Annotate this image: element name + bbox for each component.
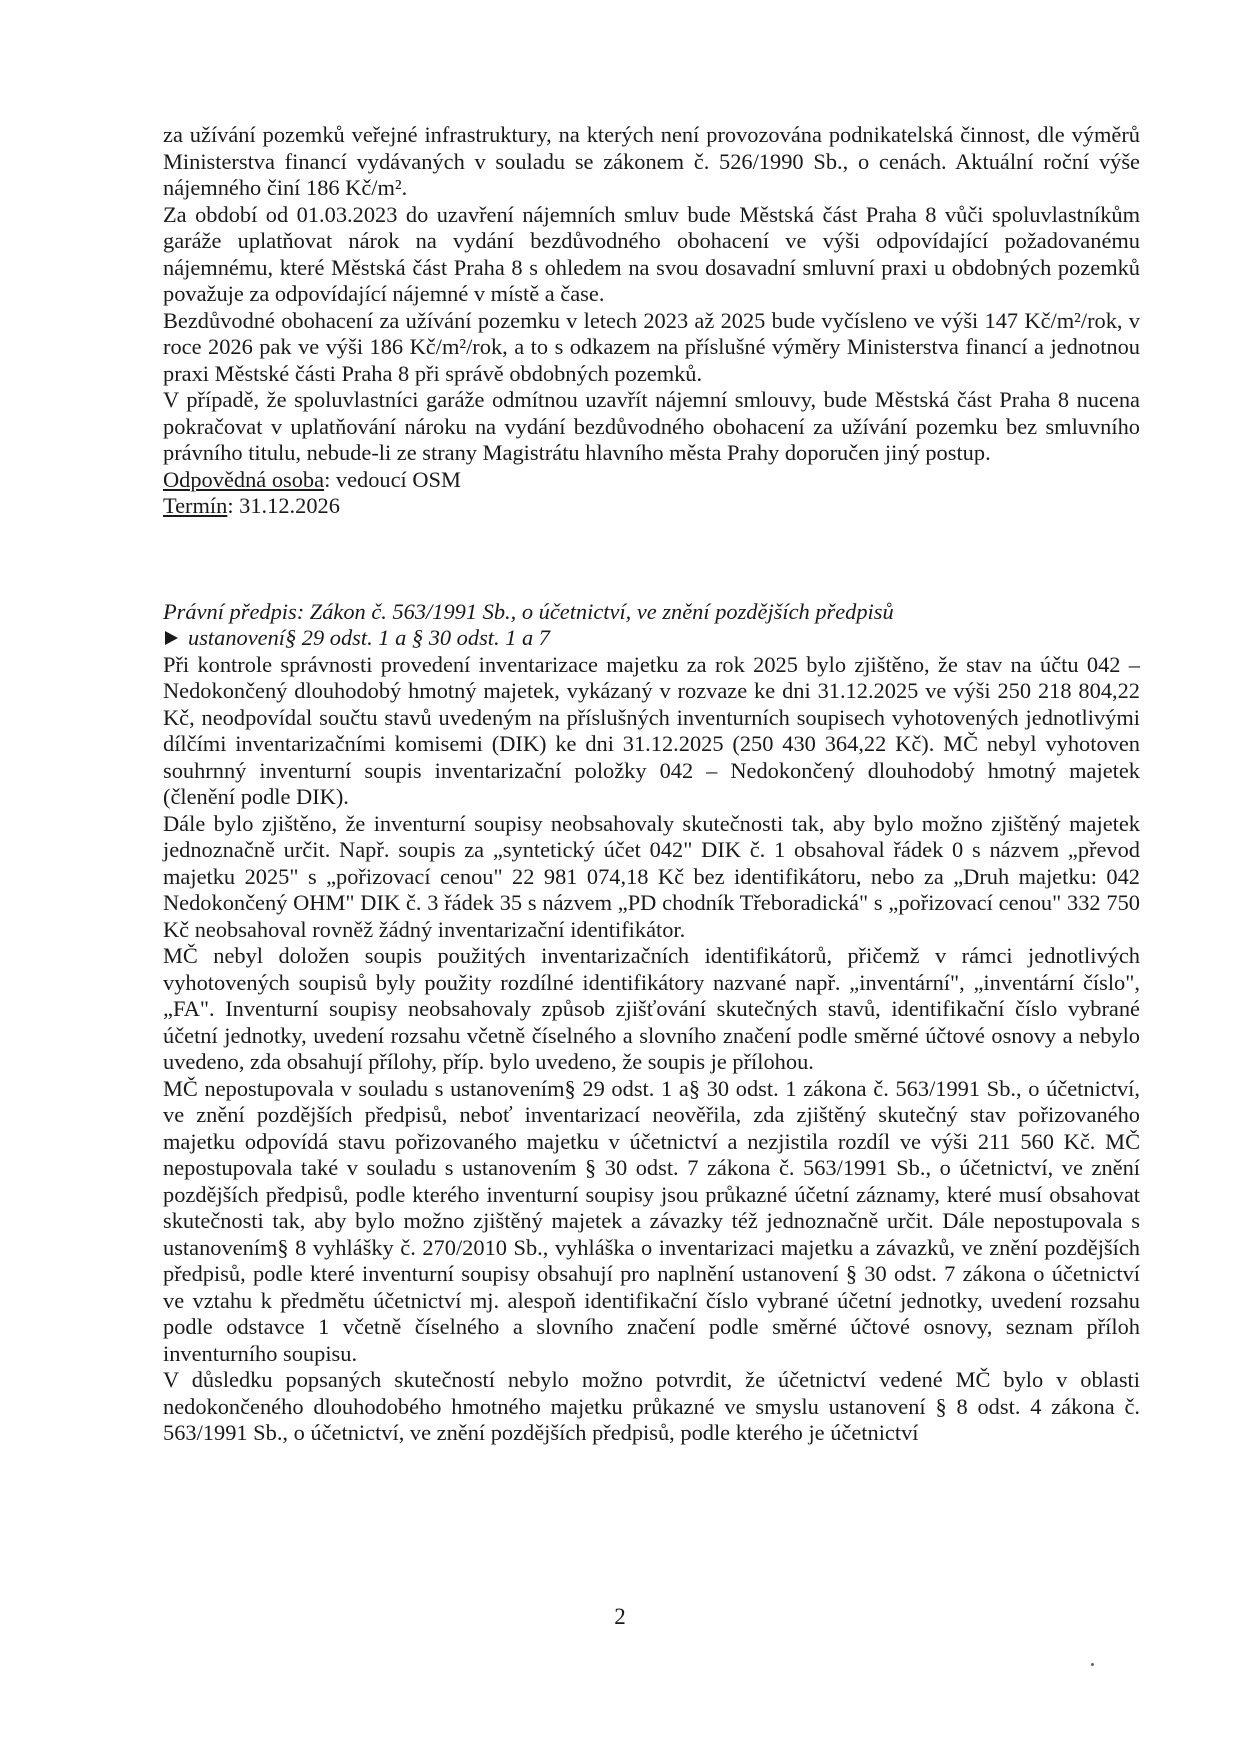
deadline [163, 493, 1140, 520]
page-number: 2 [614, 1604, 626, 1629]
legal-provisions [163, 625, 1140, 652]
paragraph-rent-basis: za užívání pozemků veřejné infrastruktury, na kterých není provozována podnikatelská činnost, dle výměrů Ministerstva financí vydávaných v souladu se zákonem č. 526/1990 Sb., o cenách. Aktuální roční výše nájemného činí 186 Kč/m². [163, 122, 1140, 200]
legal-basis-suffix: , o účetnictví, ve znění pozdějších předpisů [510, 598, 894, 624]
paragraph-inventory-identification: Dále bylo zjištěno, že inventurní soupisy neobsahovaly skutečnosti tak, aby bylo možno zjištěný majetek jednoznačně určit. Např. soupis za „syntetický účet 042" DIK č. 1 obsahoval řádek 0 s názvem „převod majetku 2025" s „pořizovací cenou" 22 981 074,18 Kč bez identifikátoru, nebo za „Druh majetku: 042 Nedokončený OHM" DIK č. 3 řádek 35 s názvem „PD chodník Třeboradická" s „pořizovací cenou" 332 750 Kč neobsahoval rovněž žádný inventarizační identifikátor. [163, 810, 1140, 942]
paragraph-unjust-enrichment-claim: Za období od 01.03.2023 do uzavření nájemních smluv bude Městská část Praha 8 vůči spoluvlastníkům garáže uplatňovat nárok na vydání bezdůvodného obohacení ve výši odpovídající požadovanému nájemnému, které Městská část Praha 8 s ohledem na svou dosavadní smluvní praxi u obdobných pozemků považuje za odpovídající nájemné v místě a čase. [163, 201, 1140, 306]
paragraph-conclusion: V důsledku popsaných skutečností nebylo možno potvrdit, že účetnictví vedené MČ bylo v oblasti nedokončeného dlouhodobého hmotného majetku průkazné ve smyslu ustanovení § 8 odst. 4 zákona č. 563/1991 Sb., o účetnictví, ve znění pozdějších předpisů, podle kterého je účetnictví [163, 1367, 1140, 1445]
responsible-person-label: Odpovědná osoba [163, 466, 325, 492]
deadline-value: : 31.12.2026 [227, 493, 340, 518]
paragraph-refusal-consequence: V případě, že spoluvlastníci garáže odmítnou uzavřít nájemní smlouvy, bude Městská část Praha 8 nucena pokračovat v uplatňování nároku na vydání bezdůvodného obohacení za užívání pozemku bez smluvního právního titulu, nebude-li ze strany Magistrátu hlavního města Prahy doporučen jiný postup. [163, 387, 1140, 465]
deadline-label: Termín [163, 493, 228, 518]
responsible-person-value: : vedoucí OSM [324, 466, 461, 492]
legal-basis-heading [163, 599, 1140, 626]
responsible-person [163, 467, 1140, 494]
scan-speck [1091, 1663, 1094, 1666]
paragraph-identifiers: MČ nebyl doložen soupis použitých inventarizačních identifikátorů, přičemž v rámci jednotlivých vyhotovených soupisů byly použity rozdílné identifikátory nazvané např. „inventární", „inventární číslo", „FA". Inventurní soupisy neobsahovaly způsob zjišťování skutečných stavů, identifikační číslo vybrané účetní jednotky, uvedení rozsahu včetně číselného a slovního značení podle směrné účtové osnovy a nebylo uvedeno, zda obsahují přílohy, příp. bylo uvedeno, že soupis je přílohou. [163, 943, 1140, 1074]
document-body [163, 122, 1140, 1447]
legal-provisions-text: ustanovení§ 29 odst. 1 a § 30 odst. 1 a 7 [188, 625, 550, 650]
triangle-bullet-icon [165, 631, 178, 645]
legal-basis-prefix: Právní předpis: Zákon č. 563/1991 Sb. [163, 598, 511, 624]
section-spacer [163, 520, 1140, 599]
paragraph-inventory-finding: Při kontrole správnosti provedení inventarizace majetku za rok 2025 bylo zjištěno, že stav na účtu 042 – Nedokončený dlouhodobý hmotný majetek, vykázaný v rozvaze ke dni 31.12.2025 ve výši 250 218 804,22 Kč, neodpovídal součtu stavů uvedeným na příslušných inventurních soupisech vyhotovených jednotlivými dílčími inventarizačními komisemi (DIK) ke dni 31.12.2025 (250 430 364,22 Kč). MČ nebyl vyhotoven souhrnný inventurní soupis inventarizační položky 042 – Nedokončený dlouhodobý hmotný majetek (členění podle DIK). [163, 651, 1140, 809]
paragraph-enrichment-amount: Bezdůvodné obohacení za užívání pozemku v letech 2023 až 2025 bude vyčísleno ve výši 147 Kč/m²/rok, v roce 2026 pak ve výši 186 Kč/m²/rok, a to s odkazem na příslušné výměry Ministerstva financí a jednotnou praxi Městské části Praha 8 při správě obdobných pozemků. [163, 307, 1140, 386]
paragraph-noncompliance: MČ nepostupovala v souladu s ustanovením§ 29 odst. 1 a§ 30 odst. 1 zákona č. 563/1991 Sb., o účetnictví, ve znění pozdějších předpisů, neboť inventarizací neověřila, zda zjištěný skutečný stav pořizovaného majetku odpovídá stavu pořizovaného majetku v účetnictví a nezjistila rozdíl ve výši 211 560 Kč. MČ nepostupovala také v souladu s ustanovením § 30 odst. 7 zákona č. 563/1991 Sb., o účetnictví, ve znění pozdějších předpisů, podle kterého inventurní soupisy jsou průkazné účetní záznamy, které musí obsahovat skutečnosti tak, aby bylo možno zjištěný majetek a závazky též jednoznačně určit. Dále nepostupovala s ustanovením§ 8 vyhlášky č. 270/2010 Sb., vyhláška o inventarizaci majetku a závazků, ve znění pozdějších předpisů, podle které inventurní soupisy obsahují pro naplnění ustanovení § 30 odst. 7 zákona o účetnictví ve vztahu k předmětu účetnictví mj. alespoň identifikační číslo vybrané účetní jednotky, uvedení rozsahu podle odstavce 1 včetně číselného a slovního značení podle směrné účtové osnovy, seznam příloh inventurního soupisu. [163, 1075, 1140, 1366]
